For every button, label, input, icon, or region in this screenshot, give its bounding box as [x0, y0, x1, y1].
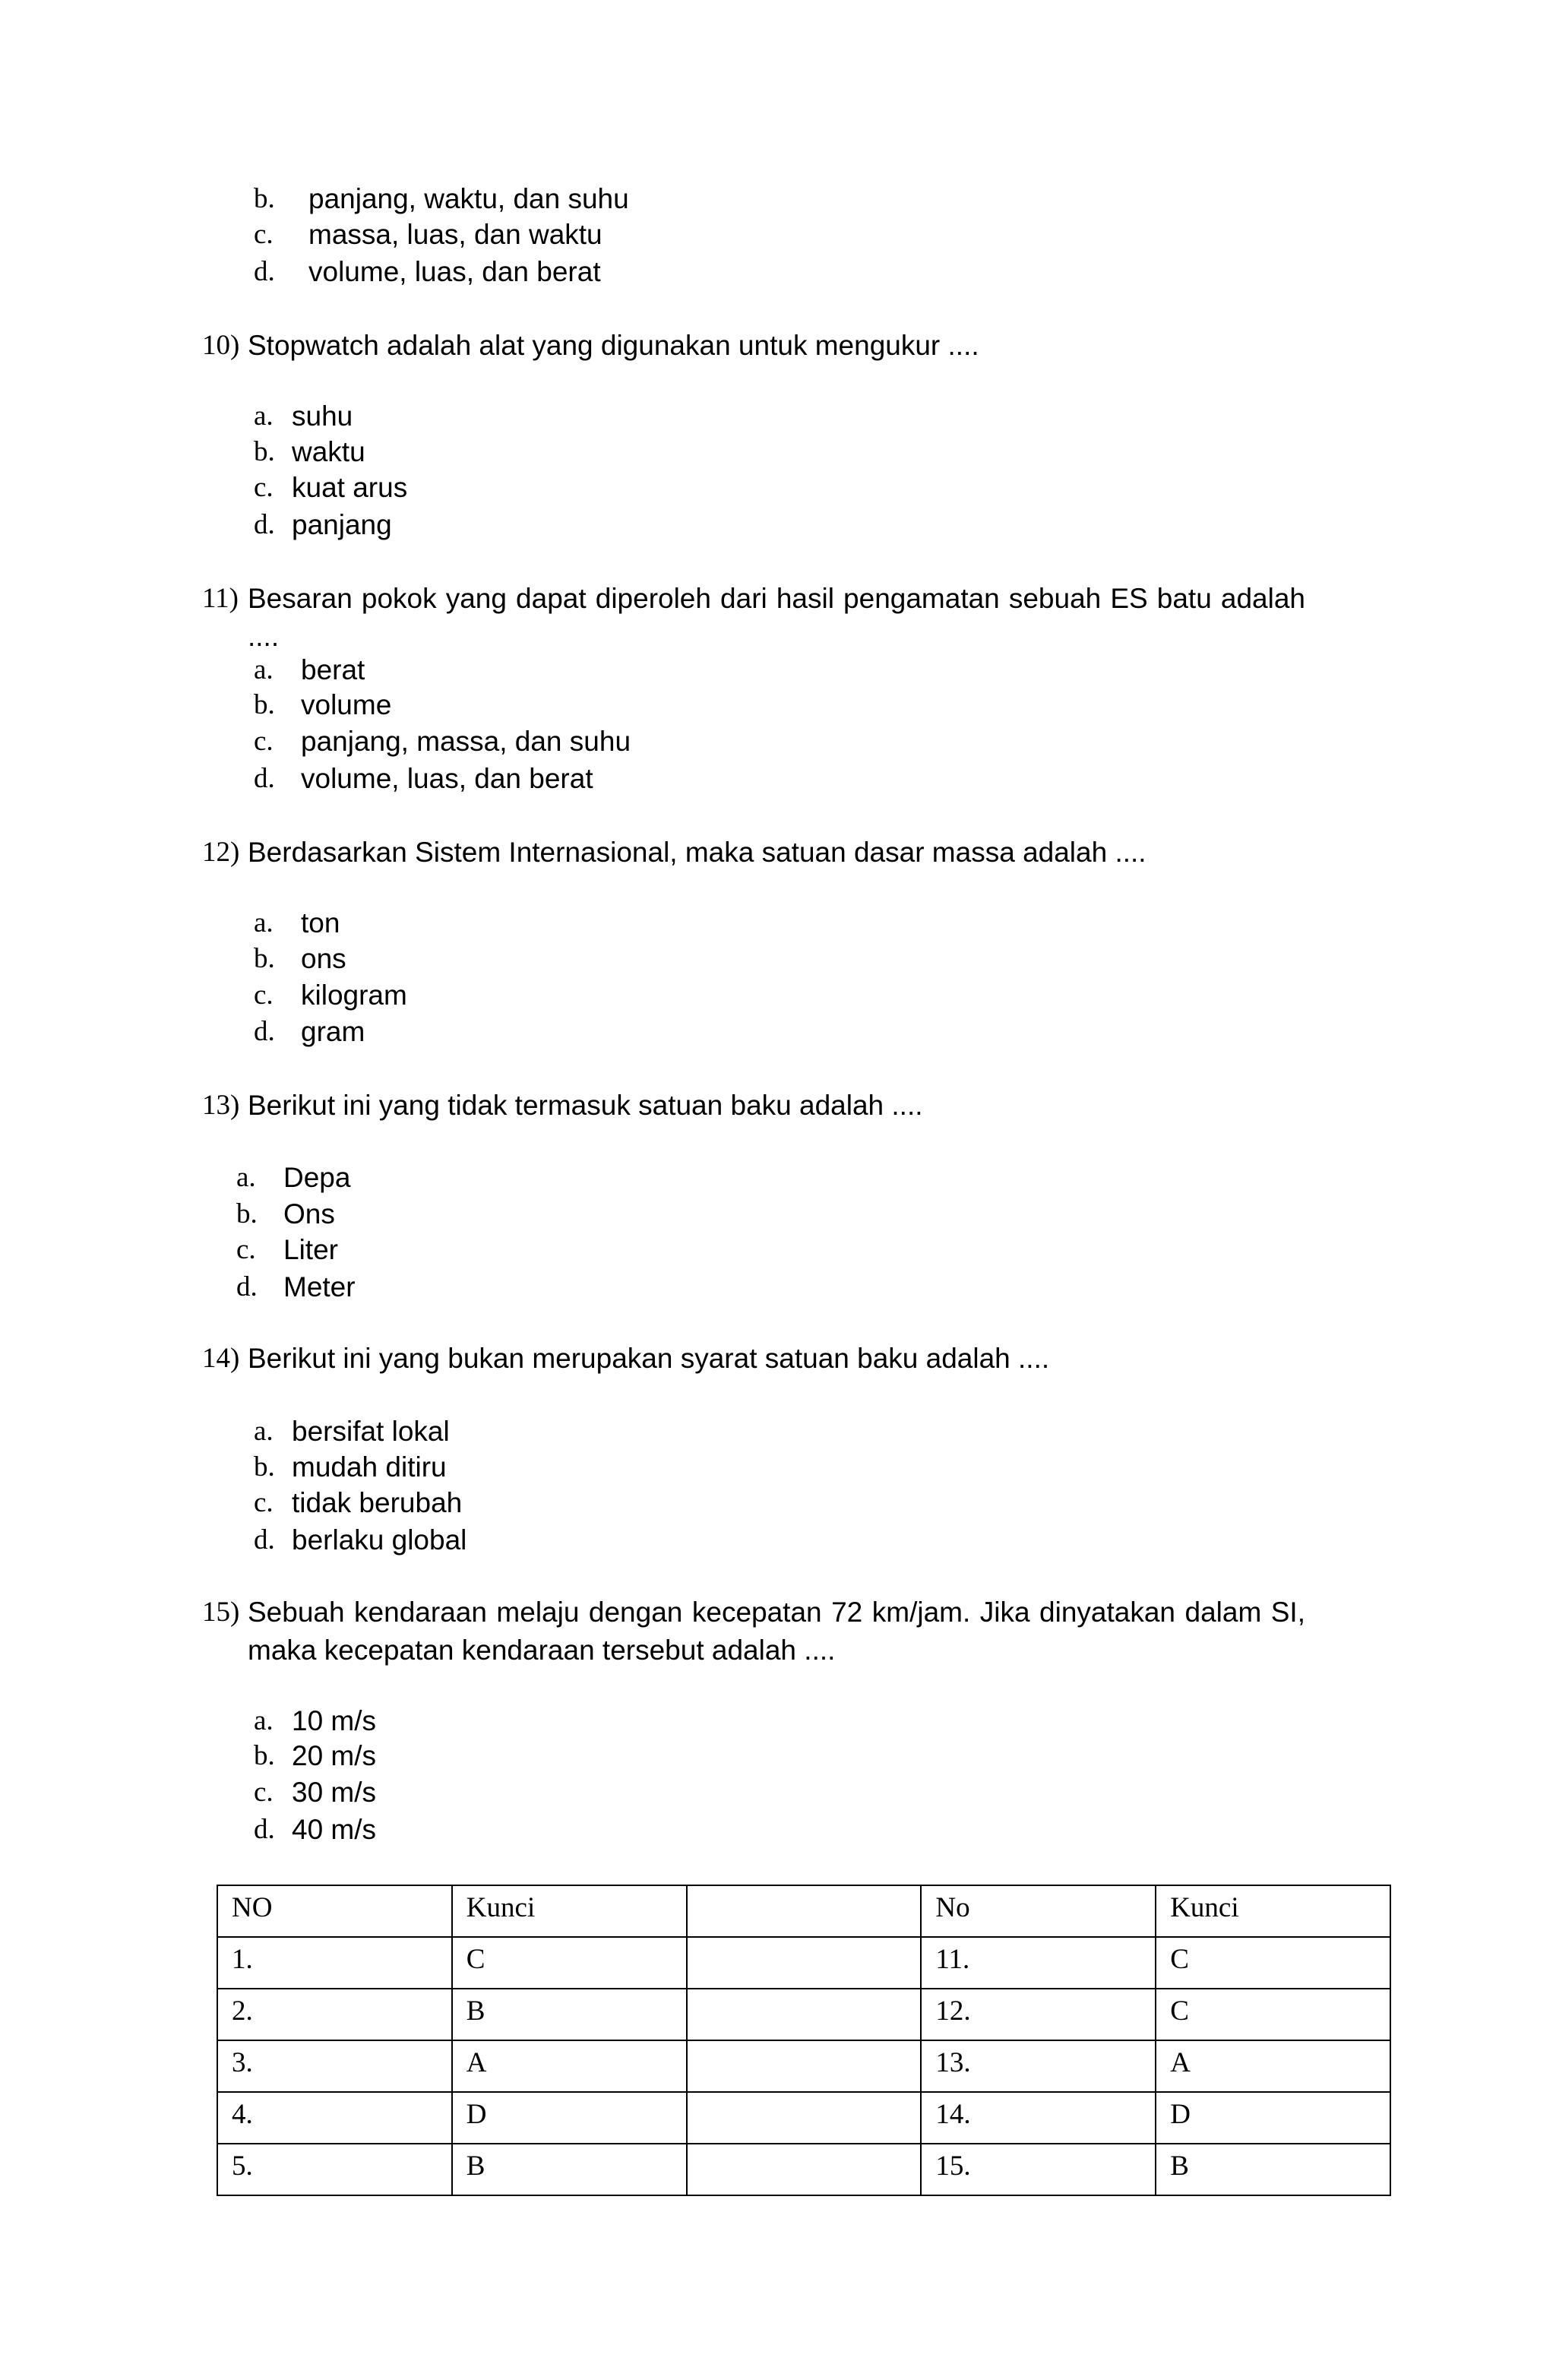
option-text: gram: [301, 1016, 365, 1047]
table-cell: 13.: [921, 2040, 1156, 2092]
option-marker: b.: [254, 183, 275, 214]
table-header-row: [217, 1885, 1390, 1937]
table-cell: [687, 2144, 922, 2195]
table-cell: D: [1156, 2092, 1390, 2144]
option-text: Meter: [283, 1271, 356, 1302]
table-cell: C: [1156, 1937, 1390, 1989]
option-marker: d.: [254, 509, 275, 540]
option-marker: b.: [254, 943, 275, 974]
answer-key-table: [217, 1885, 1391, 2196]
option-marker: c.: [254, 1487, 274, 1518]
option-marker: c.: [236, 1234, 256, 1265]
option-text: panjang: [292, 509, 392, 540]
question-text: Besaran pokok yang dapat diperoleh dari hasil pengamatan sebuah ES batu adalah ....: [248, 583, 1305, 652]
table-cell: C: [452, 1937, 687, 1989]
option-text: volume: [301, 689, 392, 720]
option-text: massa, luas, dan waktu: [308, 219, 602, 250]
option-marker: d.: [236, 1271, 258, 1302]
table-row: [217, 1937, 1390, 1989]
question-number: 14): [202, 1343, 240, 1374]
option-marker: b.: [254, 689, 275, 720]
table-cell: 12.: [921, 1989, 1156, 2040]
table-row: [217, 2040, 1390, 2092]
option-text: tidak berubah: [292, 1487, 463, 1518]
option-marker: b.: [254, 1740, 275, 1771]
question-10: [202, 327, 1305, 365]
option-marker: d.: [254, 1814, 275, 1845]
table-cell: 14.: [921, 2092, 1156, 2144]
option-text: Liter: [283, 1234, 338, 1265]
option-text: mudah ditiru: [292, 1451, 447, 1483]
table-header-cell: NO: [217, 1885, 452, 1937]
option-marker: a.: [254, 654, 274, 685]
option-text: berlaku global: [292, 1524, 467, 1556]
option-marker: b.: [236, 1198, 258, 1230]
table-cell: 15.: [921, 2144, 1156, 2195]
table-cell: 5.: [217, 2144, 452, 2195]
table-cell: 2.: [217, 1989, 452, 2040]
option-marker: d.: [254, 256, 275, 287]
option-marker: a.: [254, 1705, 274, 1736]
option-text: waktu: [292, 436, 365, 467]
question-number: 15): [202, 1597, 240, 1628]
table-cell: [687, 1937, 922, 1989]
question-14: [202, 1340, 1305, 1378]
question-text: Sebuah kendaraan melaju dengan kecepatan 72 km/jam. Jika dinyatakan dalam SI, maka kecepatan kendaraan tersebut adalah ....: [248, 1597, 1305, 1666]
table-cell: B: [452, 1989, 687, 2040]
option-text: kilogram: [301, 980, 407, 1011]
option-marker: a.: [254, 400, 274, 432]
table-header-cell: [687, 1885, 922, 1937]
table-cell: [687, 2092, 922, 2144]
table-cell: 3.: [217, 2040, 452, 2092]
question-13: [202, 1087, 1305, 1125]
option-text: volume, luas, dan berat: [308, 256, 601, 287]
option-marker: c.: [254, 219, 274, 250]
option-marker: b.: [254, 1451, 275, 1483]
option-marker: c.: [254, 472, 274, 503]
option-text: 40 m/s: [292, 1814, 377, 1845]
option-text: 30 m/s: [292, 1777, 377, 1808]
option-text: panjang, waktu, dan suhu: [308, 183, 629, 214]
table-cell: [687, 2040, 922, 2092]
table-cell: 4.: [217, 2092, 452, 2144]
option-text: Ons: [283, 1198, 335, 1230]
question-12: [202, 834, 1305, 872]
option-marker: c.: [254, 726, 274, 757]
question-15: [202, 1594, 1305, 1669]
question-text: Berdasarkan Sistem Internasional, maka satuan dasar massa adalah ....: [248, 837, 1146, 868]
table-cell: 1.: [217, 1937, 452, 1989]
question-number: 13): [202, 1090, 240, 1121]
question-number: 11): [202, 583, 239, 614]
option-marker: a.: [236, 1162, 256, 1193]
table-header-cell: Kunci: [452, 1885, 687, 1937]
option-text: bersifat lokal: [292, 1416, 450, 1447]
table-cell: B: [452, 2144, 687, 2195]
question-number: 10): [202, 330, 240, 361]
option-text: 20 m/s: [292, 1740, 377, 1771]
option-marker: d.: [254, 763, 275, 794]
table-cell: D: [452, 2092, 687, 2144]
option-text: ton: [301, 907, 340, 938]
question-11: [202, 580, 1305, 656]
table-cell: A: [452, 2040, 687, 2092]
table-cell: 11.: [921, 1937, 1156, 1989]
option-text: volume, luas, dan berat: [301, 763, 593, 794]
table-header-cell: Kunci: [1156, 1885, 1390, 1937]
table-row: [217, 2092, 1390, 2144]
option-marker: d.: [254, 1524, 275, 1556]
table-cell: B: [1156, 2144, 1390, 2195]
option-text: ons: [301, 943, 346, 974]
table-cell: [687, 1989, 922, 2040]
option-marker: d.: [254, 1016, 275, 1047]
option-text: 10 m/s: [292, 1705, 377, 1736]
question-text: Stopwatch adalah alat yang digunakan untuk mengukur ....: [248, 330, 979, 361]
option-marker: c.: [254, 1777, 274, 1808]
table-row: [217, 2144, 1390, 2195]
option-marker: c.: [254, 980, 274, 1011]
question-text: Berikut ini yang tidak termasuk satuan baku adalah ....: [248, 1090, 923, 1121]
option-marker: a.: [254, 907, 274, 938]
table-header-cell: No: [921, 1885, 1156, 1937]
option-text: kuat arus: [292, 472, 408, 503]
question-number: 12): [202, 837, 240, 868]
option-marker: a.: [254, 1416, 274, 1447]
table-cell: A: [1156, 2040, 1390, 2092]
table-row: [217, 1989, 1390, 2040]
option-text: berat: [301, 654, 365, 685]
option-text: panjang, massa, dan suhu: [301, 726, 631, 757]
option-marker: b.: [254, 436, 275, 467]
question-text: Berikut ini yang bukan merupakan syarat satuan baku adalah ....: [248, 1343, 1050, 1374]
option-text: suhu: [292, 400, 353, 432]
option-text: Depa: [283, 1162, 351, 1193]
table-cell: C: [1156, 1989, 1390, 2040]
